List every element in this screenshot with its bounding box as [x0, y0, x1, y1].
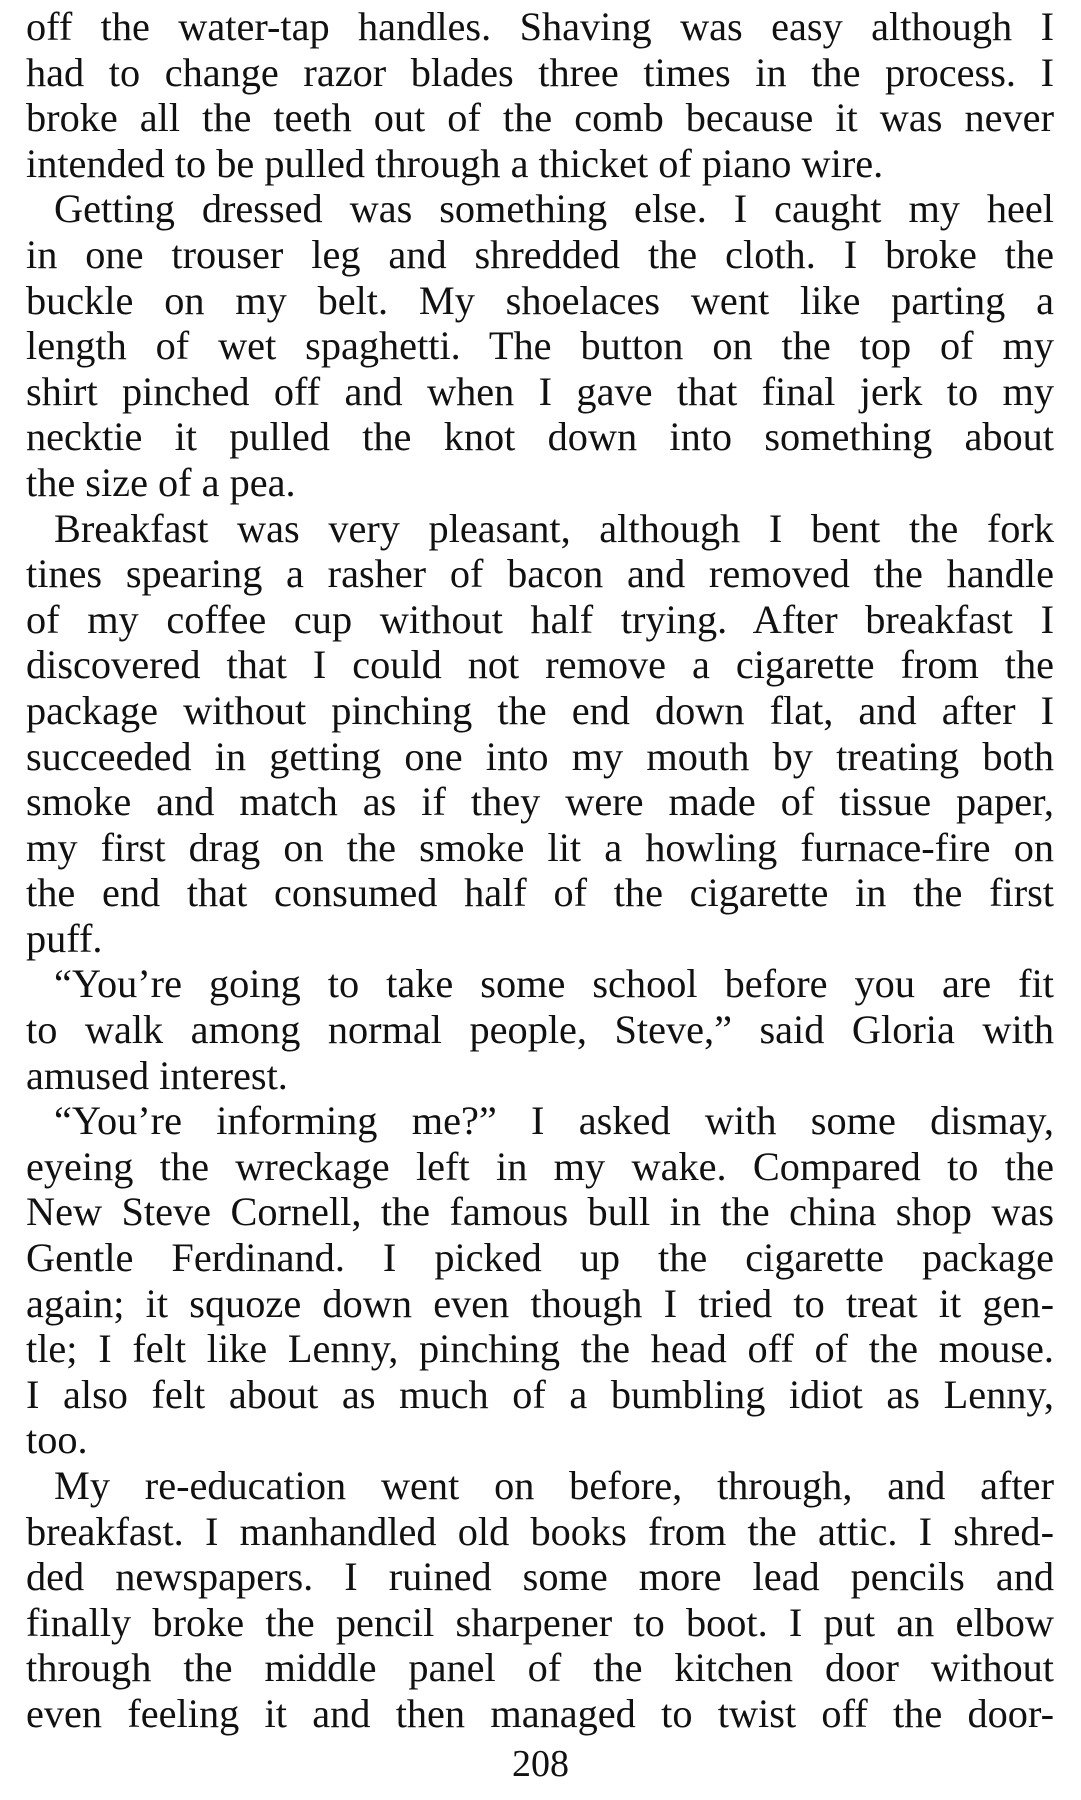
text-line: intended to be pulled through a thicket of piano wire.: [26, 140, 884, 186]
text-line: buckle on my belt. My shoelaces went like parting a: [26, 277, 1054, 323]
text-line: again; it squoze down even though I tried to treat it gen-: [26, 1280, 1054, 1326]
text-line: shirt pinched off and when I gave that final jerk to my: [26, 368, 1054, 414]
text-line: tle; I felt like Lenny, pinching the head off of the mouse.: [26, 1326, 1054, 1372]
text-line: succeeded in getting one into my mouth by treating both: [26, 733, 1054, 779]
text-line: I also felt about as much of a bumbling idiot as Lenny,: [26, 1371, 1054, 1417]
text-line: eyeing the wreckage left in my wake. Compared to the: [26, 1143, 1054, 1189]
text-line: amused interest.: [26, 1052, 288, 1098]
text-line: my first drag on the smoke lit a howling furnace-fire on: [26, 824, 1054, 870]
text-line: the size of a pea.: [26, 459, 296, 505]
text-line: length of wet spaghetti. The button on the top of my: [26, 323, 1054, 369]
text-line: smoke and match as if they were made of tissue paper,: [26, 779, 1054, 825]
text-line: Gentle Ferdinand. I picked up the cigarette package: [26, 1235, 1054, 1281]
text-line: “You’re informing me?” I asked with some dismay,: [54, 1098, 1054, 1144]
text-line: to walk among normal people, Steve,” said Gloria with: [26, 1007, 1054, 1053]
page-number: 208: [512, 1743, 569, 1785]
text-line: “You’re going to take some school before you are fit: [54, 961, 1054, 1007]
text-line: necktie it pulled the knot down into something about: [26, 414, 1054, 460]
text-line: Breakfast was very pleasant, although I bent the fork: [54, 505, 1054, 551]
text-line: New Steve Cornell, the famous bull in the china shop was: [26, 1189, 1054, 1235]
text-line: package without pinching the end down flat, and after I: [26, 687, 1054, 733]
text-line: My re-education went on before, through, and after: [54, 1463, 1054, 1508]
text-line: of my coffee cup without half trying. After breakfast I: [26, 596, 1054, 642]
text-line: had to change razor blades three times in the process. I: [26, 49, 1054, 95]
body-text: [26, 4, 1054, 1737]
text-line: tines spearing a rasher of bacon and removed the handle: [26, 551, 1054, 597]
text-line: even feeling it and then managed to twist off the door-: [26, 1690, 1054, 1736]
text-line: discovered that I could not remove a cigarette from the: [26, 642, 1054, 688]
text-line: breakfast. I manhandled old books from the attic. I shred-: [26, 1508, 1054, 1554]
text-line: the end that consumed half of the cigarette in the first: [26, 870, 1054, 916]
text-line: finally broke the pencil sharpener to boot. I put an elbow: [26, 1599, 1054, 1645]
text-line: off the water-tap handles. Shaving was easy although I: [26, 4, 1054, 49]
text-line: ded newspapers. I ruined some more lead pencils and: [26, 1554, 1054, 1600]
text-line: in one trouser leg and shredded the cloth. I broke the: [26, 231, 1054, 277]
text-line: broke all the teeth out of the comb because it was never: [26, 95, 1054, 141]
text-line: too.: [26, 1417, 88, 1463]
text-line: through the middle panel of the kitchen door without: [26, 1645, 1054, 1691]
text-line: puff.: [26, 915, 103, 961]
text-line: Getting dressed was something else. I caught my heel: [54, 186, 1054, 232]
